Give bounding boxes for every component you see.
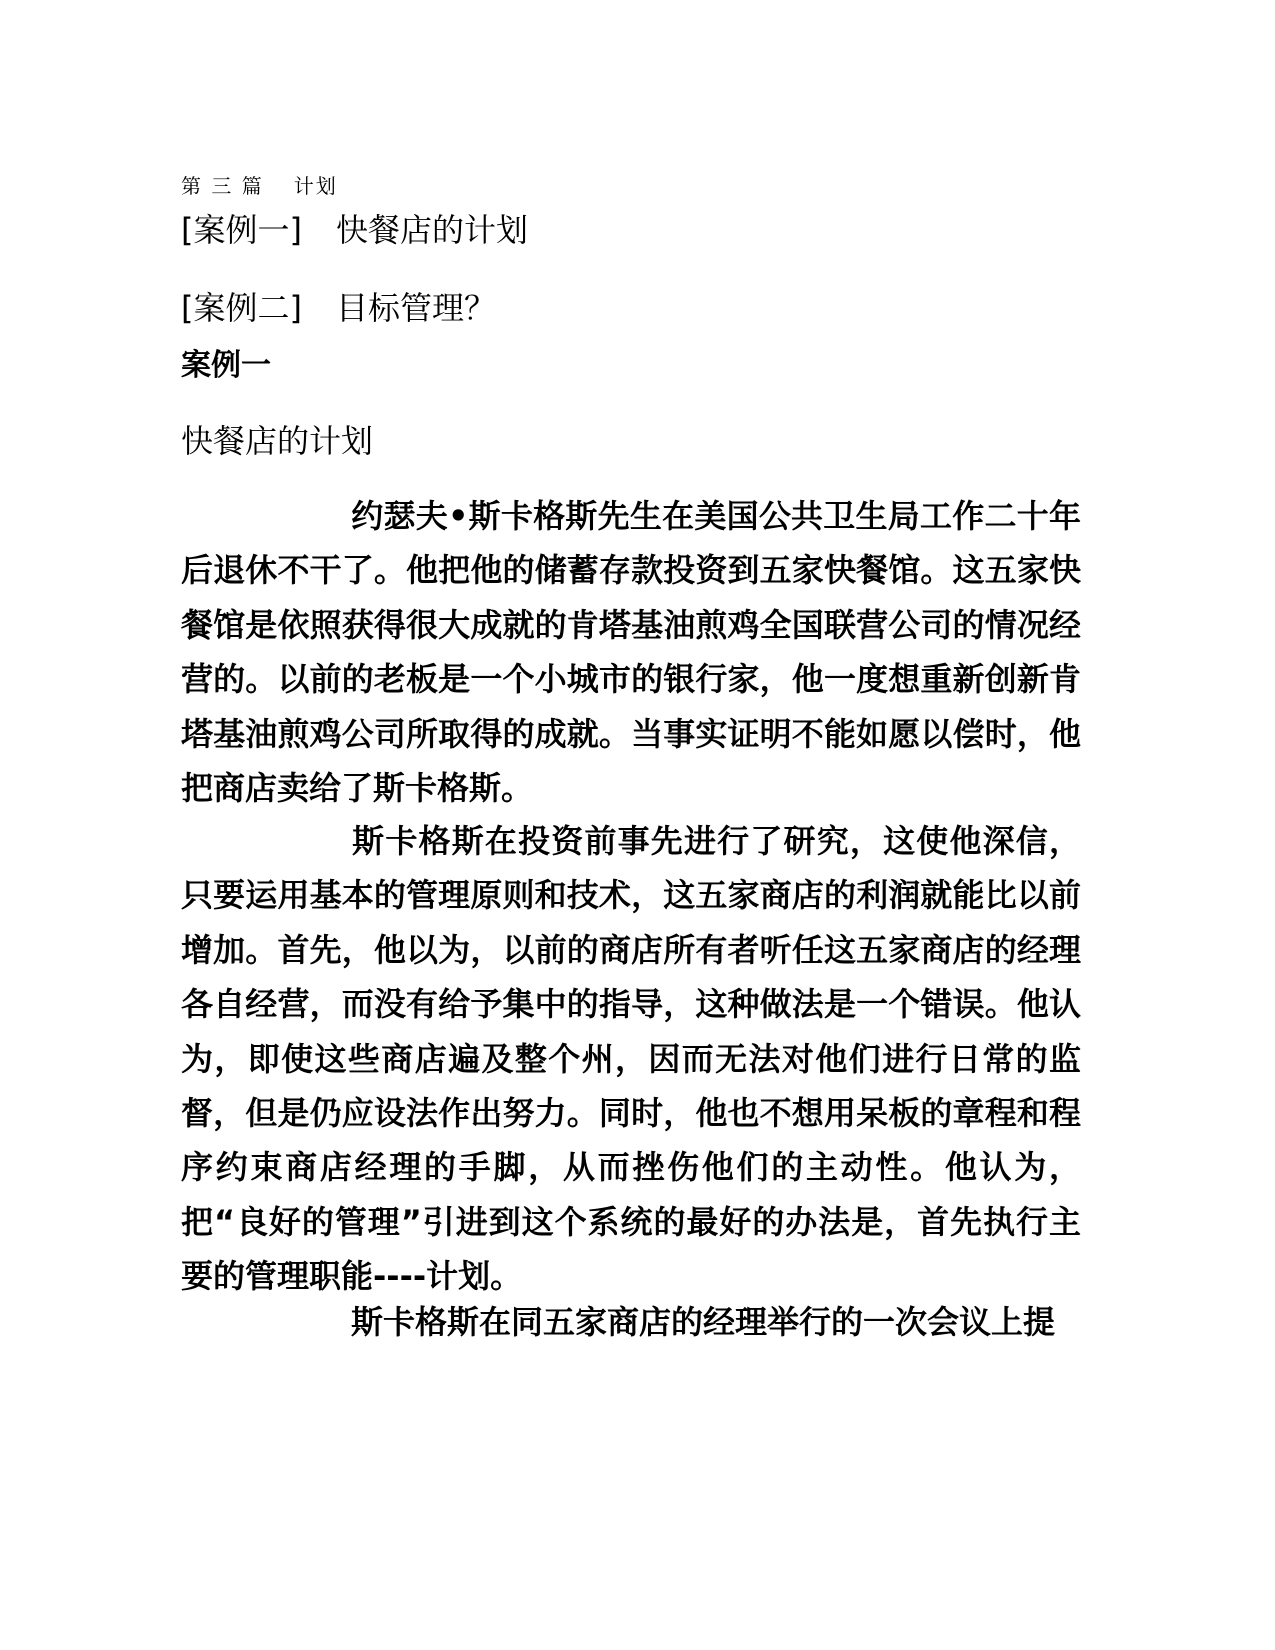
part-heading [181, 170, 338, 199]
toc-entry-label: [案例二] [181, 289, 302, 327]
toc-entry-case-2 [181, 283, 496, 329]
toc-entry-label: [案例一] [181, 211, 302, 249]
body-paragraph [181, 814, 1081, 1304]
case-subtitle: 快餐店的计划 [181, 422, 374, 460]
toc-entry-title: 目标管理？ [335, 289, 496, 327]
toc-entry-title: 快餐店的计划 [335, 211, 528, 249]
part-heading-label: 第 三 篇 [181, 174, 264, 198]
paragraph-text: 斯卡格斯在同五家商店的经理举行的一次会议上提 [351, 1303, 1056, 1341]
case-heading: 案例一 [181, 348, 271, 383]
paragraph-text: 斯卡格斯在投资前事先进行了研究，这使他深信，只要运用基本的管理原则和技术，这五家商店的利润就能比以前增加。首先，他以为，以前的商店所有者听任这五家商店的经理各自经营，而没有给予集中的指导，这种做法是一个错误。他认为，即使这些商店遍及整个州，因而无法对他们进行日常的监督，但是仍应设法作出努力。同时，他也不想用呆板的章程和程序约束商店经理的手脚，从而挫伤他们的主动性。他认为，把“良好的管理”引进到这个系统的最好的办法是，首先执行主要的管理职能----计划。 [181, 822, 1081, 1296]
body-paragraph [181, 1295, 1081, 1349]
part-heading-title: 计划 [293, 174, 338, 198]
paragraph-text: 约瑟夫•斯卡格斯先生在美国公共卫生局工作二十年后退休不干了。他把他的储蓄存款投资到五家快餐馆。这五家快餐馆是依照获得很大成就的肯塔基油煎鸡全国联营公司的情况经营的。以前的老板是一个小城市的银行家，他一度想重新创新肯塔基油煎鸡公司所取得的成就。当事实证明不能如愿以偿时，他把商店卖给了斯卡格斯。 [181, 497, 1081, 808]
toc-entry-case-1 [181, 205, 528, 251]
body-paragraph [181, 489, 1081, 815]
